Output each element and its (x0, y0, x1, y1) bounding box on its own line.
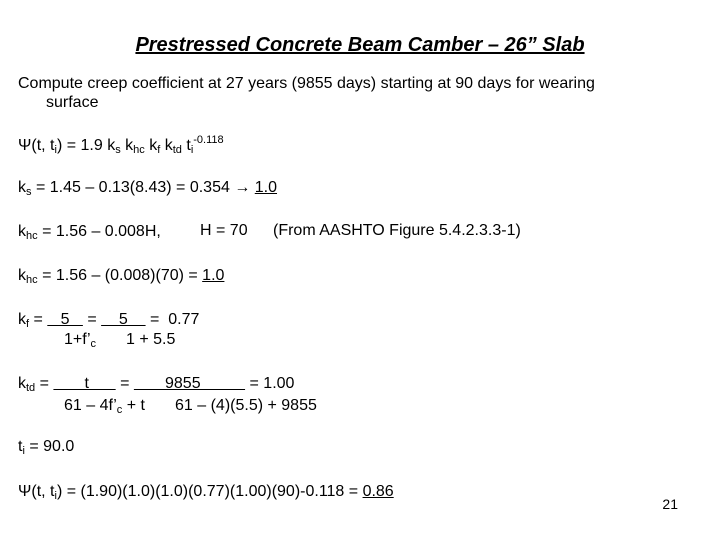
ktd-numerator-2: 9855 (133, 375, 246, 392)
ktd-equation: $k_{td}$ = t = 9855 = 1.00 (18, 375, 295, 394)
page-number: 21 (662, 496, 678, 512)
khc-equation-2: $k_{hc} = 1.56 - (0.008)(70) = 1.0$ (18, 267, 225, 286)
humidity-value: H = 70 (200, 222, 248, 239)
ks-result: 1.0 (254, 179, 278, 196)
ti-equation: $t_i = 90.0$ (18, 438, 75, 457)
kf-denominator-2: 1 + 5.5 (126, 331, 176, 348)
kf-denominator-1: $1+f’_c$ (64, 331, 97, 350)
final-result: 0.86 (362, 483, 394, 500)
kf-equation: $k_f$ = 5 = 5 = 0.77 (18, 311, 200, 330)
intro-line-1: Compute creep coefficient at 27 years (9855 days) starting at 90 days for wearing (18, 75, 595, 92)
ktd-denominator-1: $61 - 4f’_c + t$ (64, 397, 145, 416)
ks-equation: $k_s = 1.45 - 0.13(8.43) = 0.354 \to 1.0$ (18, 179, 278, 198)
ktd-numerator-1: t (53, 375, 116, 392)
page-title: Prestressed Concrete Beam Camber – 26” Slab (135, 34, 585, 56)
ktd-denominator-2: 61 – (4)(5.5) + 9855 (175, 397, 317, 414)
khc-equation-1: $k_{hc} = 1.56 - 0.008H$, (18, 223, 161, 242)
aashto-reference: (From AASHTO Figure 5.4.2.3.3-1) (273, 222, 521, 239)
khc-result: 1.0 (202, 267, 225, 284)
kf-numerator-2: 5 (101, 311, 146, 328)
psi-formula: Ψ(t, $t_i) = 1.9$ $k_s$ $k_{hc}$ $k_f$ $k_{td}$ $t_i^{-0.118}$ (18, 134, 224, 156)
kf-numerator-1: 5 (47, 311, 83, 328)
intro-line-2: surface (46, 94, 99, 111)
final-equation: Ψ(t, $t_i) = (1.90)(1.0)(1.0)(0.77)(1.00)(90)-0.118 = 0.86$ (18, 483, 394, 502)
